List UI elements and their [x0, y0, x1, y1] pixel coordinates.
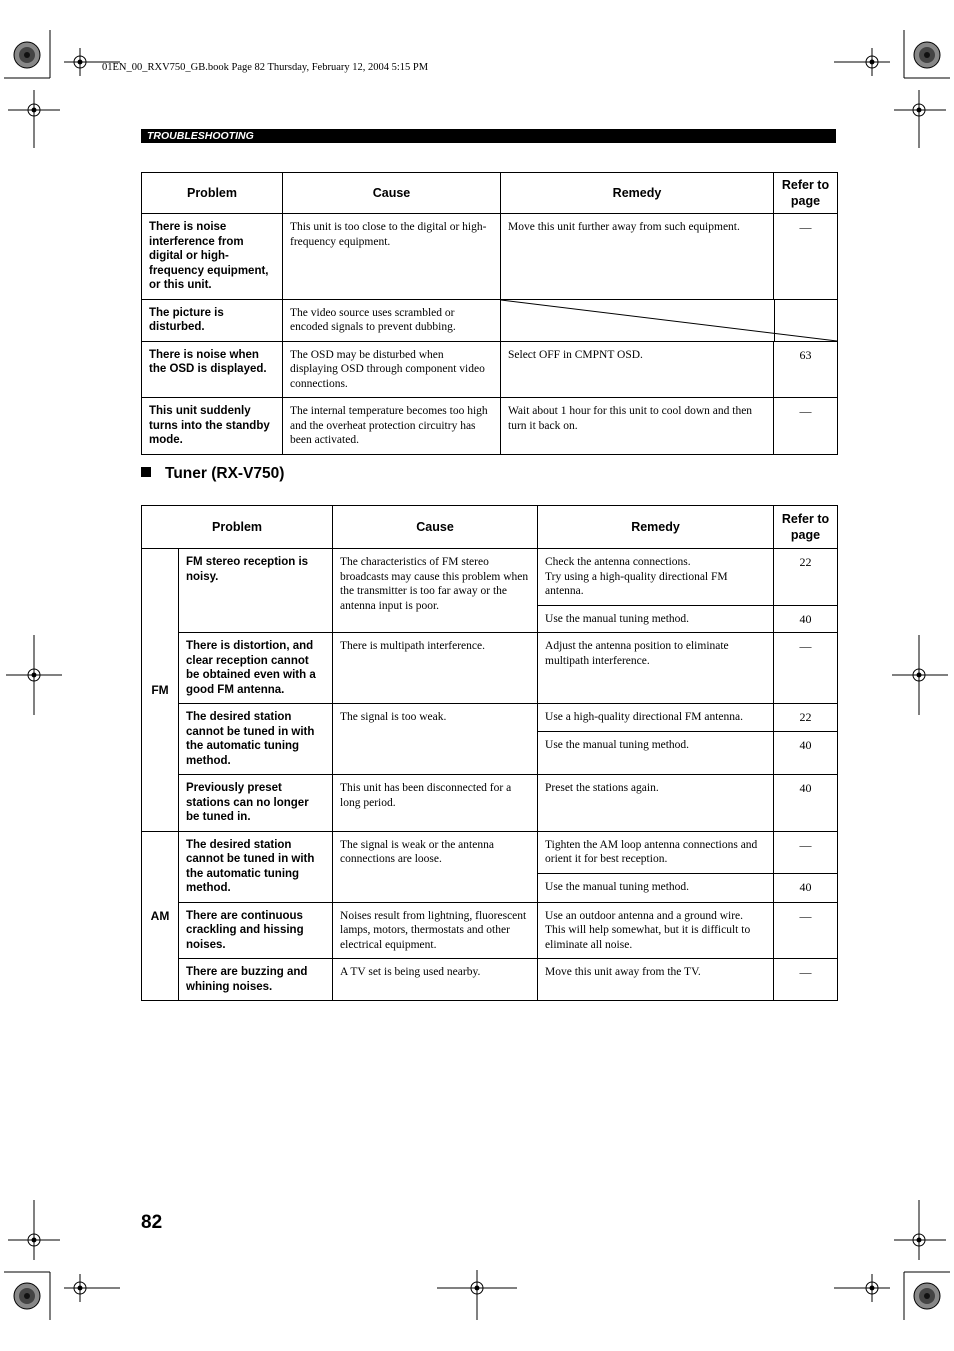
ref-cell: 22 — [774, 549, 838, 606]
not-applicable-cell — [501, 299, 838, 341]
remedy-cell: Use the manual tuning method. — [538, 605, 774, 633]
remedy-cell: Use the manual tuning method. — [538, 732, 774, 775]
table-row — [142, 959, 838, 1001]
header-problem: Problem — [142, 173, 283, 214]
problem-cell: The desired station cannot be tuned in with the automatic tuning method. — [179, 831, 333, 902]
diagonal-line — [501, 300, 837, 341]
problem-cell: There is noise interference from digital or high-frequency equipment, or this unit. — [142, 214, 283, 300]
ref-cell: — — [774, 398, 838, 455]
ref-cell: — — [774, 831, 838, 873]
ref-cell: — — [774, 959, 838, 1001]
table-row — [142, 398, 838, 455]
ref-cell: 63 — [774, 341, 838, 398]
remedy-cell: Adjust the antenna position to eliminate multipath interference. — [538, 633, 774, 704]
header-cause: Cause — [283, 173, 501, 214]
ref-cell: 40 — [774, 605, 838, 633]
cause-cell: This unit has been disconnected for a long period. — [333, 775, 538, 832]
band-fm: FM — [142, 549, 179, 832]
band-am: AM — [142, 831, 179, 1001]
ref-cell: — — [774, 902, 838, 959]
ref-cell: 22 — [774, 704, 838, 732]
table-row — [142, 341, 838, 398]
remedy-cell: Use an outdoor antenna and a ground wire. This will help somewhat, but it is difficult to eliminate all noise. — [538, 902, 774, 959]
tuner-troubleshooting-table — [141, 505, 838, 1001]
table-row — [142, 704, 838, 732]
cause-cell: The characteristics of FM stereo broadcasts may cause this problem when the transmitter is too far away or the antenna input is poor. — [333, 549, 538, 633]
cause-cell: There is multipath interference. — [333, 633, 538, 704]
table-row — [142, 831, 838, 873]
problem-cell: The picture is disturbed. — [142, 299, 283, 341]
cause-cell: The signal is weak or the antenna connections are loose. — [333, 831, 538, 902]
remedy-cell: Preset the stations again. — [538, 775, 774, 832]
problem-cell: There are continuous crackling and hissing noises. — [179, 902, 333, 959]
header-refer: Refer to page — [774, 506, 838, 549]
ref-cell: — — [774, 633, 838, 704]
remedy-cell: Move this unit further away from such equipment. — [501, 214, 774, 300]
remedy-cell: Tighten the AM loop antenna connections and orient it for best reception. — [538, 831, 774, 873]
table-row — [142, 633, 838, 704]
header-problem: Problem — [142, 506, 333, 549]
remedy-cell: Move this unit away from the TV. — [538, 959, 774, 1001]
ref-cell: 40 — [774, 873, 838, 902]
header-refer: Refer to page — [774, 173, 838, 214]
problem-cell: The desired station cannot be tuned in with the automatic tuning method. — [179, 704, 333, 775]
problem-cell: There is distortion, and clear reception cannot be obtained even with a good FM antenna. — [179, 633, 333, 704]
cause-cell: This unit is too close to the digital or high-frequency equipment. — [283, 214, 501, 300]
header-remedy: Remedy — [501, 173, 774, 214]
table-row — [142, 549, 838, 606]
remedy-cell: Select OFF in CMPNT OSD. — [501, 341, 774, 398]
table-row — [142, 775, 838, 832]
cause-cell: The signal is too weak. — [333, 704, 538, 775]
cause-cell: Noises result from lightning, fluorescent lamps, motors, thermostats and other electrical equipment. — [333, 902, 538, 959]
table-row — [142, 214, 838, 300]
cause-cell: The internal temperature becomes too high and the overheat protection circuitry has been activated. — [283, 398, 501, 455]
ref-cell: — — [774, 214, 838, 300]
cause-cell: A TV set is being used nearby. — [333, 959, 538, 1001]
print-header: 01EN_00_RXV750_GB.book Page 82 Thursday, February 12, 2004 5:15 PM — [102, 62, 429, 73]
remedy-cell: Wait about 1 hour for this unit to cool down and then turn it back on. — [501, 398, 774, 455]
header-cause: Cause — [333, 506, 538, 549]
cause-cell: The OSD may be disturbed when displaying OSD through component video connections. — [283, 341, 501, 398]
problem-cell: This unit suddenly turns into the standby mode. — [142, 398, 283, 455]
ref-cell: 40 — [774, 732, 838, 775]
problem-cell: There are buzzing and whining noises. — [179, 959, 333, 1001]
remedy-cell: Check the antenna connections. Try using a high-quality directional FM antenna. — [538, 549, 774, 606]
problem-cell: There is noise when the OSD is displayed. — [142, 341, 283, 398]
header-remedy: Remedy — [538, 506, 774, 549]
page-number: 82 — [141, 1212, 163, 1233]
remedy-cell: Use a high-quality directional FM antenna. — [538, 704, 774, 732]
ref-cell: 40 — [774, 775, 838, 832]
remedy-cell: Use the manual tuning method. — [538, 873, 774, 902]
tuner-heading — [141, 465, 284, 483]
section-title-bar: TROUBLESHOOTING — [141, 129, 836, 143]
cause-cell: The video source uses scrambled or encoded signals to prevent dubbing. — [283, 299, 501, 341]
table-row — [142, 299, 838, 341]
problem-cell: Previously preset stations can no longer be tuned in. — [179, 775, 333, 832]
troubleshooting-table — [141, 172, 838, 455]
table-row — [142, 902, 838, 959]
problem-cell: FM stereo reception is noisy. — [179, 549, 333, 633]
tuner-heading-text: Tuner (RX-V750) — [165, 465, 285, 482]
square-bullet-icon — [141, 467, 151, 477]
